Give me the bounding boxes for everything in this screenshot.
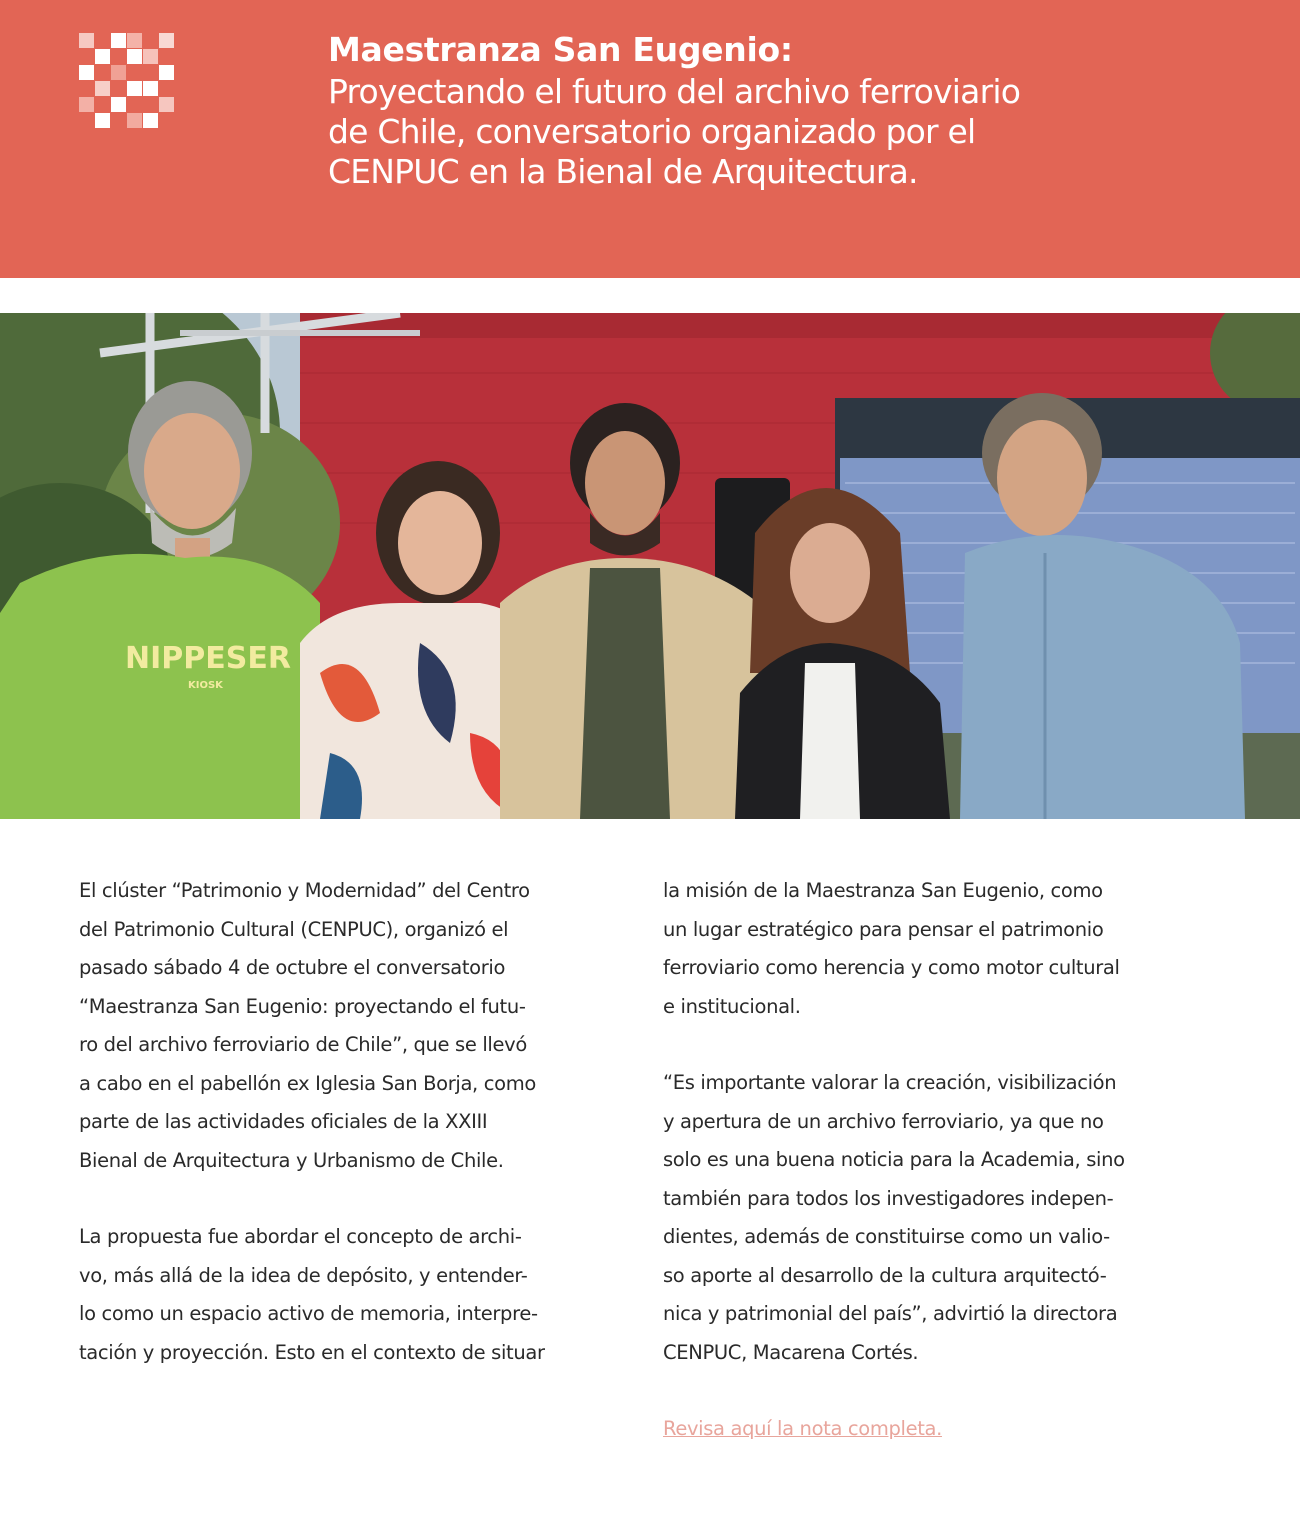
text-line: “Maestranza San Eugenio: proyectando el futu- <box>79 994 526 1018</box>
text-line: solo es una buena noticia para la Academia, sino <box>663 1148 1125 1171</box>
text-line: ferroviario como herencia y como motor cultural <box>663 956 1120 979</box>
article-column-left <box>79 872 649 1372</box>
group-photo <box>0 313 1300 819</box>
paragraph <box>79 872 649 1180</box>
text-line: y apertura de un archivo ferroviario, ya que no <box>663 1109 1104 1133</box>
text-line: ro del archivo ferroviario de Chile”, que se llevó <box>79 1033 527 1056</box>
text-line: nica y patrimonial del país”, advirtió la directora <box>663 1302 1118 1325</box>
paragraph <box>79 1218 649 1372</box>
text-line: so aporte al desarrollo de la cultura arquitectó- <box>663 1263 1107 1287</box>
header-banner <box>0 0 1300 278</box>
headline-line: Proyectando el futuro del archivo ferroviario <box>328 72 1021 111</box>
text-line: dientes, además de constituirse como un valio- <box>663 1225 1110 1248</box>
text-line: “Es importante valorar la creación, visibilización <box>663 1071 1117 1094</box>
read-full-note-link[interactable]: Revisa aquí la nota completa. <box>663 1417 942 1440</box>
text-line: Bienal de Arquitectura y Urbanismo de Chile. <box>79 1148 504 1172</box>
text-line: pasado sábado 4 de octubre el conversatorio <box>79 956 506 979</box>
headline <box>328 30 1278 192</box>
text-line: lo como un espacio activo de memoria, interpre- <box>79 1302 538 1325</box>
headline-line: CENPUC en la Bienal de Arquitectura. <box>328 152 918 191</box>
text-line: El clúster “Patrimonio y Modernidad” del Centro <box>79 879 530 902</box>
text-line: e institucional. <box>663 994 801 1018</box>
shirt-subtext: KIOSK <box>188 680 223 691</box>
text-line: también para todos los investigadores indepen- <box>663 1186 1114 1210</box>
headline-line: de Chile, conversatorio organizado por el <box>328 112 976 151</box>
quote-paragraph <box>663 1064 1233 1372</box>
text-line: la misión de la Maestranza San Eugenio, como <box>663 879 1103 902</box>
text-line: del Patrimonio Cultural (CENPUC), organizó el <box>79 917 509 941</box>
article-column-right <box>663 872 1233 1449</box>
headline-subtitle <box>328 72 1278 192</box>
text-line: un lugar estratégico para pensar el patrimonio <box>663 917 1104 941</box>
text-line: La propuesta fue abordar el concepto de archi- <box>79 1225 522 1248</box>
text-line: CENPUC, Macarena Cortés. <box>663 1340 919 1364</box>
text-line: a cabo en el pabellón ex Iglesia San Borja, como <box>79 1071 536 1095</box>
headline-title: Maestranza San Eugenio: <box>328 30 793 69</box>
text-line: parte de las actividades oficiales de la XXIII <box>79 1110 488 1133</box>
pixel-mosaic-logo-icon <box>79 33 174 128</box>
text-line: vo, más allá de la idea de depósito, y entender- <box>79 1263 528 1287</box>
paragraph <box>663 872 1233 1026</box>
shirt-text: NIPPESER <box>125 641 291 676</box>
text-line: tación y proyección. Esto en el contexto de situar <box>79 1340 545 1364</box>
